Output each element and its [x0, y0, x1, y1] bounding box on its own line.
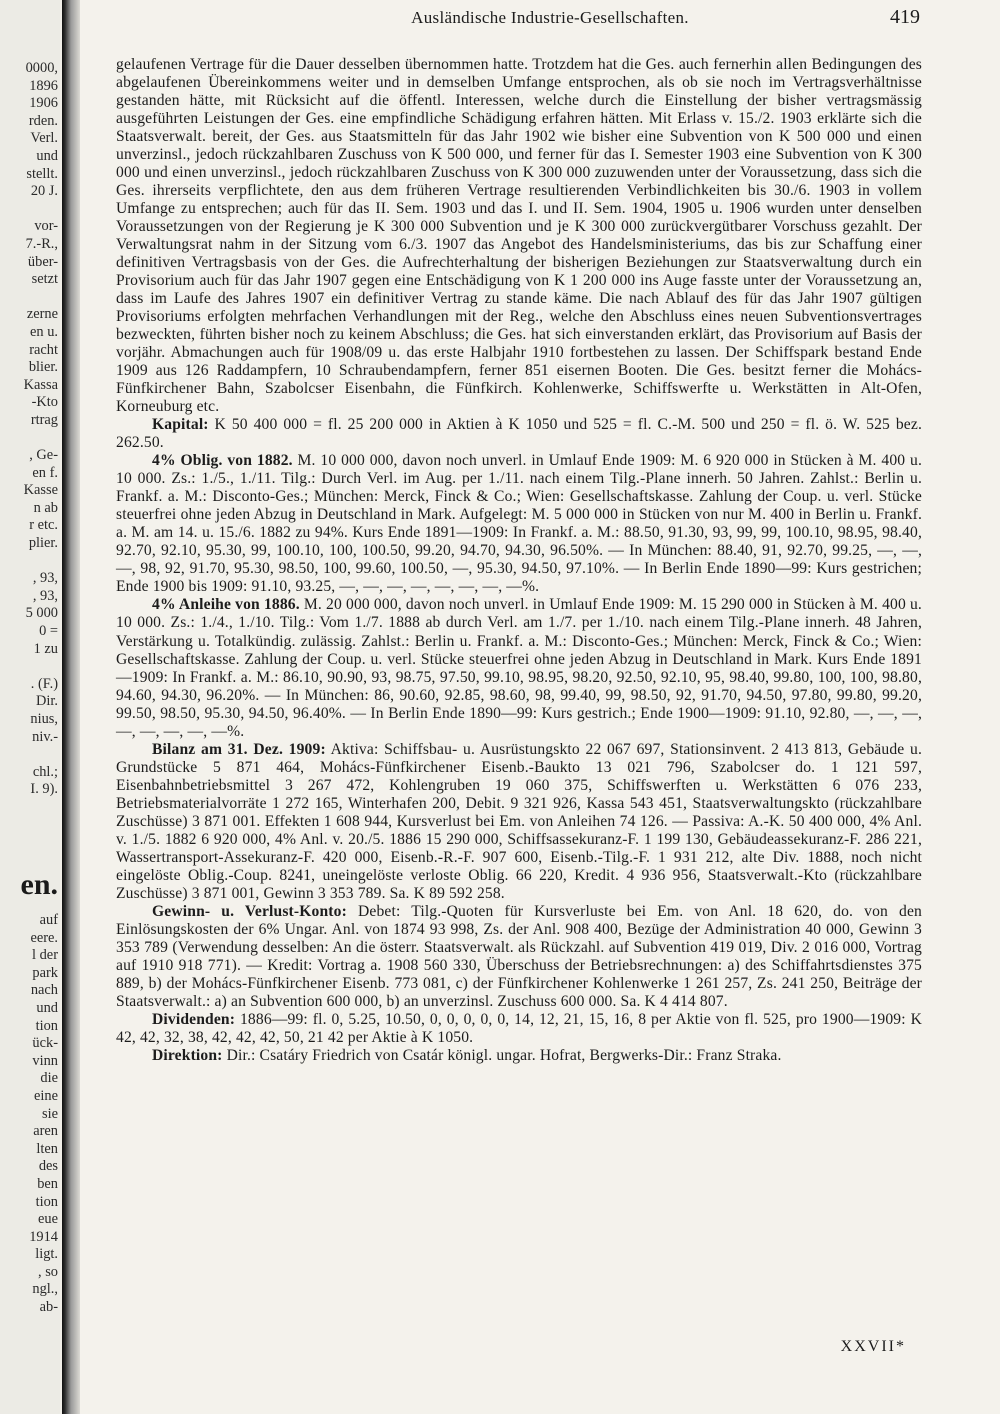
previous-page-text-lower: auf eere. l der park nach und tion ück- vinn die eine sie aren lten des ben tion eue 1914 ligt. , so ngl., ab- [29, 912, 58, 1316]
kapital-paragraph [116, 416, 922, 452]
company-entry-text [116, 56, 922, 1065]
obligation-1882-text: M. 10 000 000, davon noch unverl. in Umlauf Ende 1909: M. 6 920 000 in Stücken à M. 400 u. 10 000. Zs.: 1./5., 1./11. Tilg.: Durch Verl. im Aug. per 1./11. nach einem Tilg.-Plane innerh. 50 Jahren. Zahlst.: Berlin u. Frankf. a. M.: Disconto-Ges.; München: Merck, Finck & Co.; Wien: Gesellschaftskasse. Zahlung der Coup. u. verl. Stücke steuerfrei ohne jeden Abzug in Deutschland in Mark. Aufgelegt: M. 5 000 000 in Stücken von nur M. 400 in Berlin u. Frankf. a. M. am 14. u. 15./6. 1882 zu 94%. Kurs Ende 1891—1909: In Frankf. a. M.: 88.50, 91.30, 93, 99, 99, 100.10, 98.95, 98.40, 92.70, 92.10, 95.30, 99, 100.10, 100, 100.50, 99.20, 94.70, 94.30, 96.50%. — In München: 88.40, 91, 92.70, 99.25, —, —, —, 98, 92, 91.70, 95.30, 98.50, 100, 99.60, 100.50, —, 95.30, 94.50, 97.10%. — In Berlin Ende 1890—99: Kurs gestrichen; Ende 1900 bis 1909: 91.10, 93.25, —, —, —, —, —, —, —, —%. [116, 452, 923, 596]
anleihe-1886-paragraph [116, 596, 922, 740]
kapital-label: Kapital: [152, 416, 209, 434]
obligation-1882-label: 4% Oblig. von 1882. [152, 452, 293, 470]
gewinn-verlust-label: Gewinn- u. Verlust-Konto: [152, 902, 347, 920]
book-gutter-shadow [62, 0, 80, 1414]
printer-signature-mark: XXVII* [840, 1338, 906, 1355]
obligation-1882-paragraph [116, 452, 922, 596]
history-paragraph: gelaufenen Vertrage für die Dauer desselben übernommen hatte. Trotzdem hat die Ges. auch fernerhin allen Bedingungen des abgelaufenen Übereinkommens weiter und in demselben Umfange entsprochen, als ob sie noch im Vertragsverhältnisse gestanden hätte, mit Rücksicht auf die öffentl. Interessen, welche durch die Einstellung der bisher vertragsmässig ausgeführten Leistungen der Ges. eine empfindliche Schädigung erfahren hätten. Mit Erlass v. 15./2. 1903 erklärte sich die Staatsverwalt. bereit, der Ges. aus Staatsmitteln für das Jahr 1902 wie bisher eine Subvention von K 500 000 und einen unverzinsl., jedoch rückzahlbaren Zuschuss von K 500 000, und ferner für das I. Semester 1903 eine Subvention von K 300 000 und einen unverzinsl., jedoch rückzahlbaren Zuschuss von K 300 000 zuzuwenden unter der Voraussetzung, dass sich die Ges. ihrerseits verpflichtete, den aus dem früheren Vertrage resultierenden Verbindlichkeiten bis 30./6. 1903 in vollem Umfange zu entsprechen; auch für das II. Sem. 1903 und das I. und II. Sem. 1904, 1905 u. 1906 wurden unter denselben Voraussetzungen von der Regierung je K 300 000 Subvention und je K 300 000 zurückvergütbarer Vorschuss gezahlt. Der Verwaltungsrat nahm in der Sitzung vom 6./3. 1907 das Angebot des Handelsministeriums, das bis zur Schaffung einer definitiven Vertragsbasis von der Ges. die Aufrechterhaltung der bisherigen Beziehungen zur Staatsverwaltung durch ein Provisorium auch für das Jahr 1907 gegen eine Entschädigung von K 1 200 000 ins Auge fasste unter der Voraussetzung an, dass im Laufe des Jahres 1907 ein definitiver Vertrag zu stande käme. Die nach Ablauf des für das Jahr 1907 gültigen Provisoriums erfolgten mehrfachen Verhandlungen mit der Reg., welche den Abschluss eines neuen Subventionsvertrages bezweckten, führten bisher noch zu keinem Abschluss; die Ges. hat sich einverstanden erklärt, das Provisorium auf Basis der vorjähr. Abmachungen auch für 1908/09 u. das erste Halbjahr 1910 fortbestehen zu lassen. Der Schiffspark bestand Ende 1909 aus 126 Raddampfern, 10 Schraubendampfern, ferner 851 eisernen Booten. Die Ges. besitzt ferner die Mohács-Fünfkirchener Bahn, Szabolcser Eisenbahn, die Fünfkirch. Kohlenwerke, Schiffswerfte u. Werkstätten in Alt-Ofen, Korneuburg etc. [116, 56, 922, 416]
direktion-text: Dir.: Csatáry Friedrich von Csatár königl. ungar. Hofrat, Bergwerks-Dir.: Franz Straka. [222, 1046, 782, 1064]
document-page [80, 0, 1000, 1414]
running-head: Ausländische Industrie-Gesellschaften. [411, 8, 689, 27]
previous-page-text: 0000, 1896 1906 rden. Verl. und stellt. 20 J. vor- 7.-R., über- setzt zerne en u. racht blier. Kassa -Kto rtrag , Ge- en f. Kasse n ab r etc. plier. , 93, , 93, 5 000 0 = 1 zu . (F.) Dir. nius, niv.- chl.; I. 9). [23, 60, 58, 798]
anleihe-1886-text: M. 20 000 000, davon noch unverl. in Umlauf Ende 1909: M. 15 290 000 in Stücken à M. 400 u. 10 000. Zs.: 1./4., 1./10. Tilg.: Vom 1./7. 1888 ab durch Verl. am 1./7. per 1./10. nach einem Tilg.-Plane innerh. 48 Jahren, Verstärkung u. Totalkündig. zulässig. Zahlst.: Berlin u. Frankf. a. M.: Disconto-Ges.; München: Merck, Finck & Co.; Wien: Gesellschaftskasse. Zahlung der Coup. u. verl. Stücke steuerfrei ohne jeden Abzug in Deutschland in Mark. Kurs Ende 1891—1909: In Frankf. a. M.: 86.10, 90.90, 93, 98.75, 97.50, 99.10, 98.95, 98.20, 92.50, 92.10, 95, 98.40, 99.80, 100, 100, 98.80, 94.60, 94.30, 96.20%. — In München: 86, 90.60, 92.85, 98.60, 98, 99.40, 99, 98.50, 92, 91.70, 94.50, 97.80, 99.80, 99.20, 99.50, 98.50, 95.30, 94.50, 96.40%. — In Berlin Ende 1890—99: Kurs gestrich.; Ende 1900—1909: 91.10, 92.80, —, —, —, —, —, —, —, —%. [116, 596, 922, 740]
gewinn-verlust-paragraph [116, 903, 922, 1011]
bilanz-label: Bilanz am 31. Dez. 1909: [152, 740, 326, 758]
page-number: 419 [890, 6, 920, 28]
anleihe-1886-label: 4% Anleihe von 1886. [152, 596, 300, 614]
previous-page-margin [0, 0, 60, 1414]
dividenden-paragraph [116, 1011, 922, 1047]
dividenden-text: 1886—99: fl. 0, 5.25, 10.50, 0, 0, 0, 0, 0, 14, 12, 21, 15, 16, 8 per Aktie von fl. 525, pro 1900—1909: K 42, 42, 32, 38, 42, 42, 42, 50, 21 42 per Aktie à K 1050. [116, 1010, 922, 1046]
direktion-paragraph [116, 1047, 922, 1065]
gewinn-verlust-text: Debet: Tilg.-Quoten für Kursverluste bei Em. von Anl. 18 620, do. von den Einlösungskosten der 6% Ungar. Anl. von 1874 93 998, Zs. der Anl. 908 400, Bezüge der Administration 40 000, Gewinn 3 353 789 (Verwendung desselben: An die österr. Staatsverwalt. als Rückzahl. auf Subvention 419 019, Div. 2 016 000, Vortrag auf 1910 918 771). — Kredit: Vortrag a. 1908 560 330, Überschuss der Betriebsrechnungen: a) des Schiffahrtsdienstes 375 889, b) der Mohács-Fünfkirchener Eisenb. 773 081, c) der Fünfkirchener Kohlenwerke 1 261 257, Zs. 241 250, Beiträge der Staatsverwalt.: a) an Subvention 600 000, b) an unverzinsl. Zuschuss 600 000. Sa. K 4 414 807. [116, 902, 922, 1010]
bilanz-paragraph [116, 741, 922, 903]
direktion-label: Direktion: [152, 1046, 223, 1064]
dividenden-label: Dividenden: [152, 1010, 236, 1028]
previous-page-heading-fragment: en. [20, 868, 58, 901]
bilanz-text: Aktiva: Schiffsbau- u. Ausrüstungskto 22 067 697, Stationsinvent. 2 413 813, Gebäude u. Grundstücke 5 871 464, Mohács-Fünfkirchener Eisenb.-Baukto 13 021 796, Szabolcser do. 1 121 597, Eisenbahnbetriebsmittel 3 267 472, Kohlengruben 19 060 375, Schiffswerften u. Werkstätten 6 076 233, Betriebsmaterialvorräte 1 272 165, Winterhafen 200, Debit. 9 321 926, Kassa 543 451, Staatsverwaltungskto (rückzahlbare Zuschüsse) 3 871 001. Effekten 1 608 944, Kursverlust bei Em. von Anleihen 74 126. — Passiva: A.-K. 50 400 000, 4% Anl. v. 1./5. 1882 6 920 000, 4% Anl. v. 20./5. 1886 15 290 000, Schiffsassekuranz-F. 1 199 130, Gebäudeassekuranz-F. 286 221, Wassertransport-Assekuranz-F. 420 000, Eisenb.-R.-F. 907 600, Eisenb.-Tilg.-F. 1 931 212, alte Div. 1888, noch nicht eingelöste Oblig.-Coup. 8241, uneingelöste verloste Oblig. 66 220, Kredit. 4 936 956, Staatsverwalt.-Kto (rückzahlbare Zuschüsse) 3 871 001, Gewinn 3 353 789. Sa. K 89 592 258. [116, 740, 922, 902]
kapital-text: K 50 400 000 = fl. 25 200 000 in Aktien à K 1050 und 525 = fl. C.-M. 500 und 250 = fl. ö. W. 525 bez. 262.50. [116, 416, 922, 452]
